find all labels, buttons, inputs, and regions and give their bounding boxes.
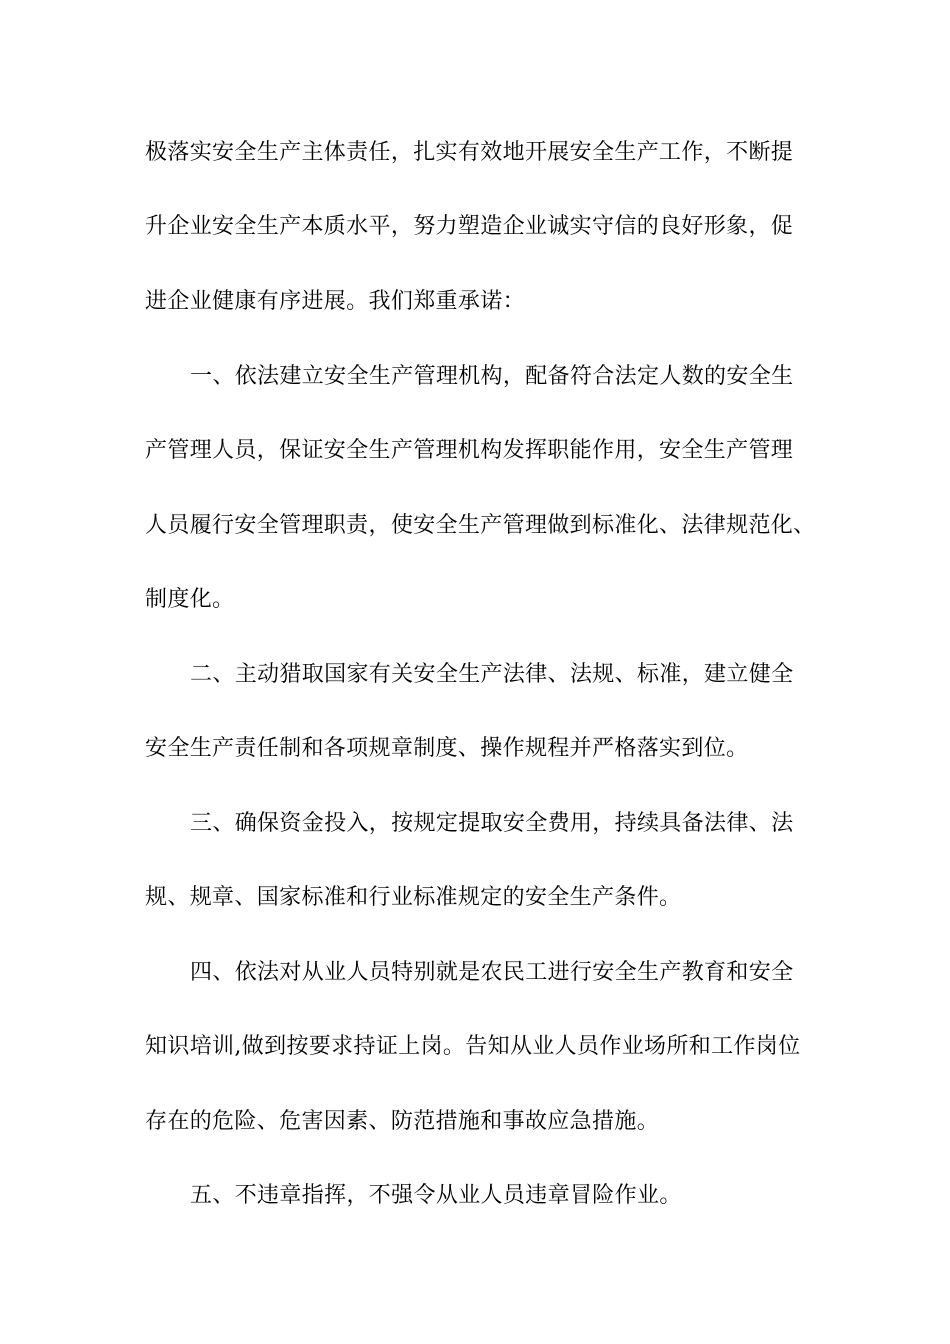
- paragraph-line: 一、依法建立安全生产管理机构，配备符合法定人数的安全生: [190, 364, 794, 389]
- paragraph-line: 规、规章、国家标准和行业标准规定的安全生产条件。: [145, 885, 682, 910]
- paragraph-line: 安全生产责任制和各项规章制度、操作规程并严格落实到位。: [145, 736, 749, 761]
- paragraph-line: 四、依法对从业人员特别就是农民工进行安全生产教育和安全: [190, 960, 794, 985]
- paragraph-line: 人员履行安全管理职责，使安全生产管理做到标准化、法律规范化、: [145, 513, 816, 538]
- paragraph-line: 制度化。: [145, 587, 235, 612]
- paragraph-line: 产管理人员，保证安全生产管理机构发挥职能作用，安全生产管理: [145, 438, 794, 463]
- paragraph-line: 二、主动猎取国家有关安全生产法律、法规、标准，建立健全: [190, 662, 794, 687]
- paragraph-line: 进企业健康有序进展。我们郑重承诺：: [145, 289, 525, 314]
- paragraph-line: 升企业安全生产本质水平，努力塑造企业诚实守信的良好形象，促: [145, 214, 794, 239]
- paragraph-line: 知识培训,做到按要求持证上岗。告知从业人员作业场所和工作岗位: [145, 1034, 801, 1059]
- paragraph-line: 三、确保资金投入，按规定提取安全费用，持续具备法律、法: [190, 811, 794, 836]
- paragraph-line: 五、不违章指挥，不强令从业人员违章冒险作业。: [190, 1183, 682, 1208]
- paragraph-line: 极落实安全生产主体责任，扎实有效地开展安全生产工作，不断提: [145, 140, 794, 165]
- paragraph-line: 存在的危险、危害因素、防范措施和事故应急措施。: [145, 1109, 660, 1134]
